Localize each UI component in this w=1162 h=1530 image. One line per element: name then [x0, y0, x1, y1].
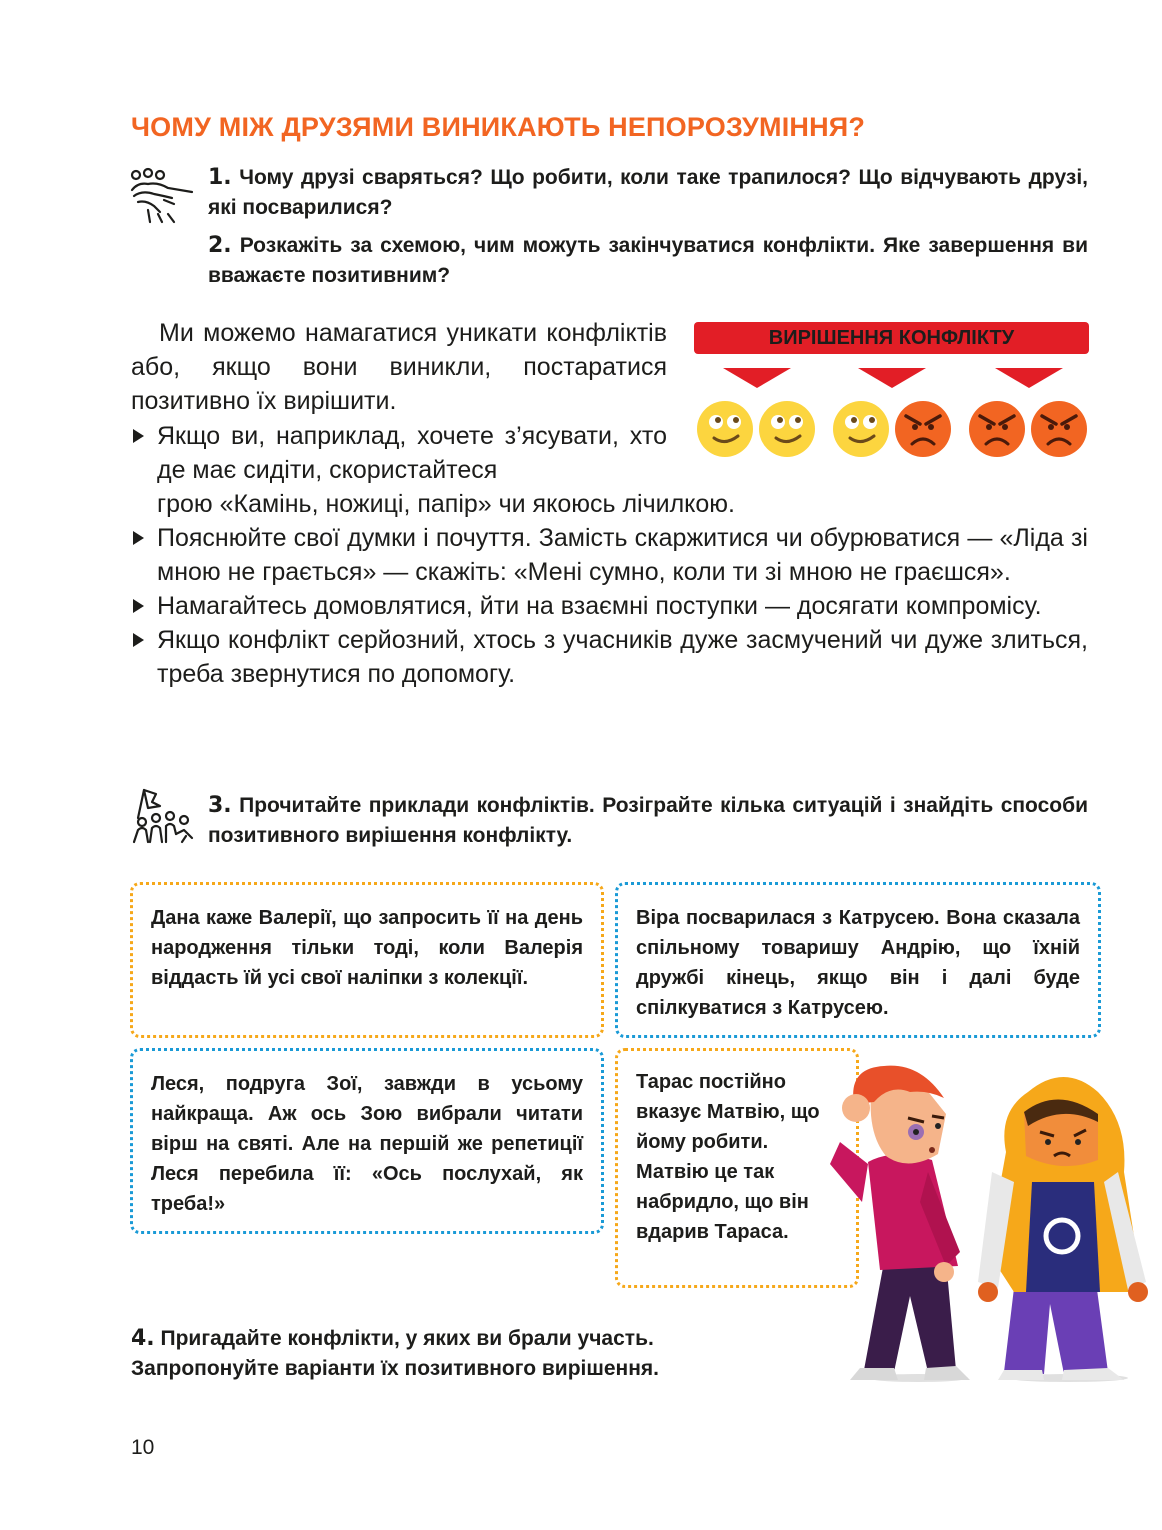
section-title: ЧОМУ МІЖ ДРУЗЯМИ ВИНИКАЮТЬ НЕПОРОЗУМІННЯ? — [131, 112, 866, 142]
list-item-continuation: грою «Камінь, ножиці, папір» чи якоюсь лічилкою. — [157, 490, 735, 518]
list-item: Якщо конфлікт серйозний, хтось з учасників дуже засмучений чи дуже злиться, треба звернутися по допомогу. — [131, 623, 1088, 691]
scheme-arrow — [995, 368, 1063, 388]
scheme-arrow — [723, 368, 791, 388]
group-discussion-icon — [128, 166, 196, 229]
situation-card-2: Віра посварилася з Катрусею. Вона сказала спільному товаришу Андрію, що їхній дружбі кінець, якщо він і далі буде спілкуватися з Катрусею. — [615, 882, 1101, 1038]
question-4: 4. Пригадайте конфлікти, у яких ви брали участь. Запропонуйте варіанти їх позитивного вирішення. — [131, 1326, 659, 1380]
tips-list — [131, 419, 1088, 691]
question-2: 2. Розкажіть за схемою, чим можуть закінчуватися конфлікти. Яке завершення ви вважаєте позитивним? — [208, 233, 1088, 287]
scheme-arrow — [858, 368, 926, 388]
page-number: 10 — [131, 1436, 155, 1459]
situation-card-4: Тарас постійно вказує Матвію, що йому робити. Матвію це так набридло, що він вдарив Тараса. — [615, 1048, 859, 1288]
arguing-boys-illustration — [828, 1052, 1162, 1389]
question-3: 3. Прочитайте приклади конфліктів. Розіграйте кілька ситуацій і знайдіть способи позитивного вирішення конфлікту. — [208, 793, 1088, 847]
list-item: Намагайтесь домовлятися, йти на взаємні поступки — досягати компромісу. — [131, 589, 1088, 623]
situation-card-3: Леся, подруга Зої, завжди в усьому найкраща. Аж ось Зою вибрали читати вірш на святі. Але на першій же репетиції Леся перебила її: «Ось послухай, як треба!» — [130, 1048, 604, 1234]
situation-card-1: Дана каже Валерії, що запросить її на день народження тільки тоді, коли Валерія віддасть їй усі свої наліпки з колекції. — [130, 882, 604, 1038]
question-1: 1. Чому друзі сваряться? Що робити, коли таке трапилося? Що відчувають друзі, які посварилися? — [208, 165, 1088, 219]
role-play-icon — [130, 786, 194, 851]
list-item: Пояснюйте свої думки і почуття. Замість скаржитися чи обурюватися — «Ліда зі мною не грається» — скажіть: «Мені сумно, коли ти зі мною не граєшся». — [131, 521, 1088, 589]
list-item: Якщо ви, наприклад, хочете з’ясувати, хто де має сидіти, скористайтеся — [131, 419, 667, 487]
scheme-title: ВИРІШЕННЯ КОНФЛІКТУ — [694, 322, 1089, 354]
intro-paragraph: Ми можемо намагатися уникати конфліктів або, якщо вони виникли, постаратися позитивно їх вирішити. — [131, 319, 667, 415]
